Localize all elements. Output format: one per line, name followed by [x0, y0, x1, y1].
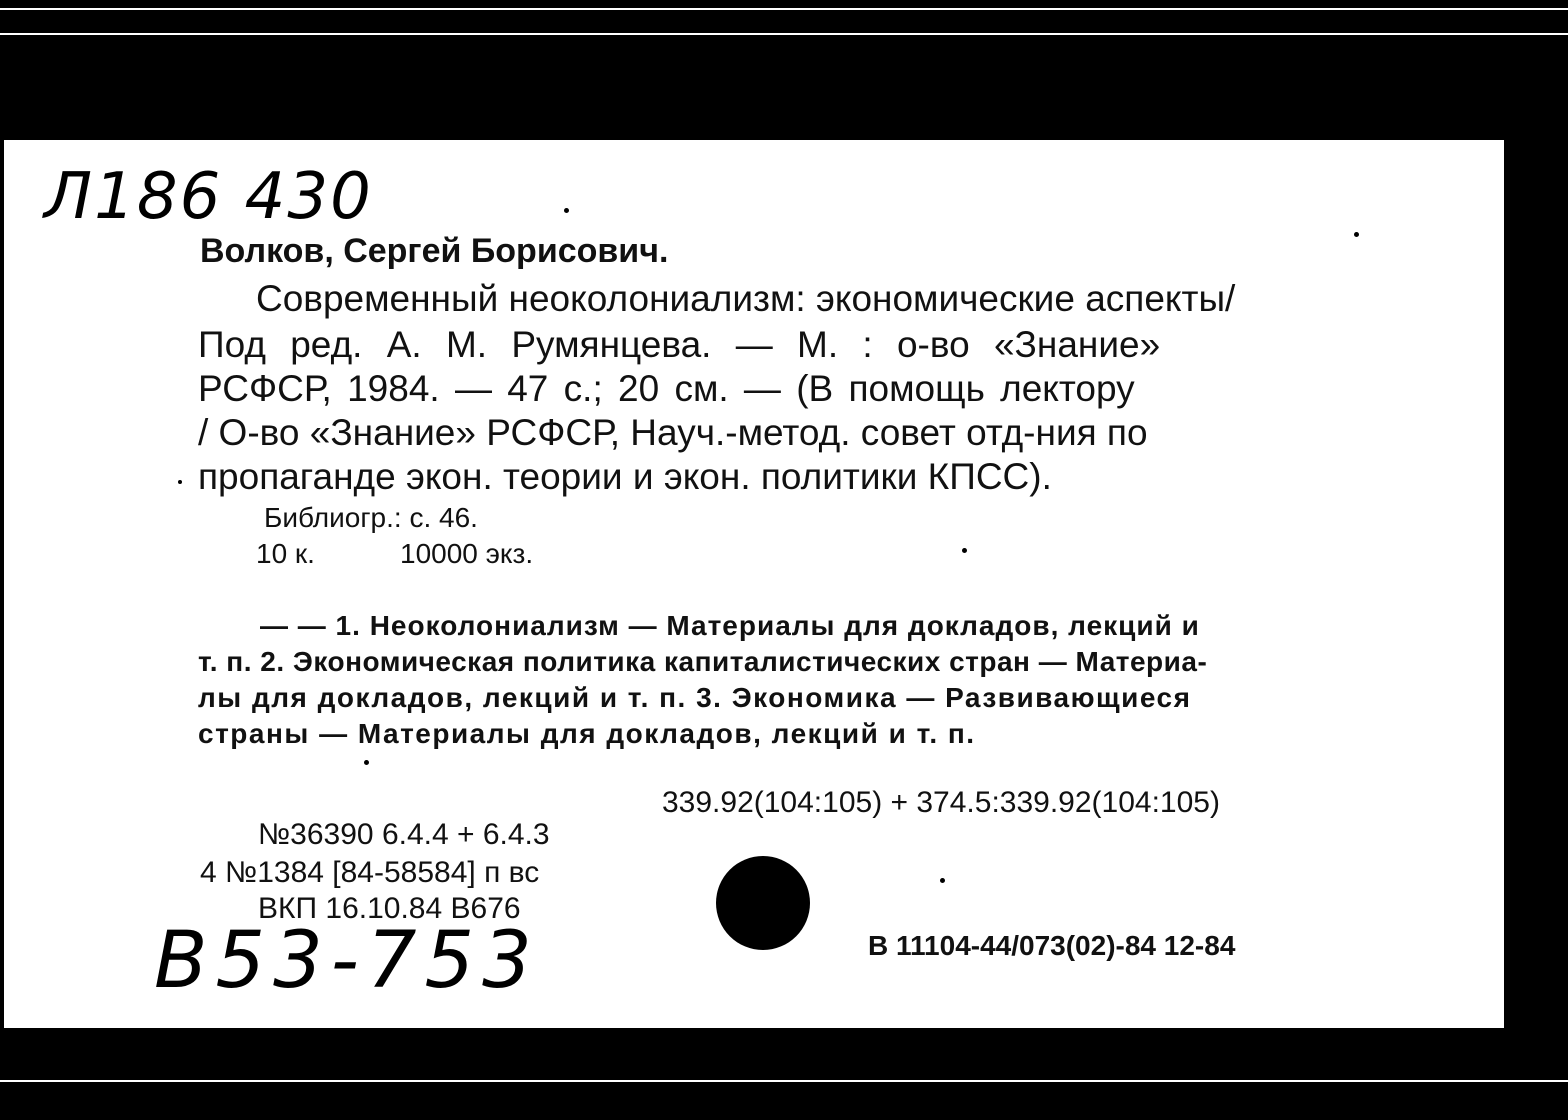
speck: [962, 548, 967, 553]
speck: [178, 480, 182, 484]
description-line: Под ред. А. М. Румянцева. — М. : о-во «Знание»: [198, 324, 1161, 365]
description-line: РСФСР, 1984. — 47 с.; 20 см. — (В помощь лектору: [198, 368, 1135, 409]
subject-line: — — 1. Неоколониализм — Материалы для докладов, лекций и: [260, 610, 1200, 641]
top-rule-1: [0, 8, 1568, 10]
speck: [564, 208, 569, 213]
description-line: Современный неоколониализм: экономические аспекты/: [256, 278, 1236, 319]
processing-code: №36390 6.4.4 + 6.4.3: [258, 818, 550, 851]
punched-hole: [716, 856, 810, 950]
processing-code: 4 №1384 [84-58584] п вс: [200, 856, 540, 889]
description-line: пропаганде экон. теории и экон. политики КПСС).: [198, 456, 1052, 497]
subject-line: лы для докладов, лекций и т. п. 3. Экономика — Развивающиеся: [198, 682, 1192, 713]
bibliography-note: Библиогр.: с. 46.: [264, 502, 478, 533]
shelf-number: В53-753: [154, 916, 540, 1006]
processing-code: ВКП 16.10.84 В676: [258, 892, 521, 925]
catalog-code: В 11104-44/073(02)-84 12-84: [868, 930, 1236, 961]
speck: [364, 760, 369, 765]
copies-note: 10000 экз.: [400, 538, 534, 569]
speck: [1354, 232, 1359, 237]
price-note: 10 к.: [256, 538, 315, 569]
speck: [940, 878, 945, 883]
description-line: / О-во «Знание» РСФСР, Науч.-метод. совет отд-ния по: [198, 412, 1148, 453]
subject-line: страны — Материалы для докладов, лекций и т. п.: [198, 718, 976, 749]
inventory-number: Л186 430: [44, 160, 373, 234]
bottom-rule: [0, 1080, 1568, 1082]
top-rule-2: [0, 33, 1568, 35]
catalog-card: [4, 140, 1504, 1028]
author-heading: Волков, Сергей Борисович.: [200, 232, 669, 270]
classification-index: 339.92(104:105) + 374.5:339.92(104:105): [662, 786, 1220, 819]
subject-line: т. п. 2. Экономическая политика капиталистических стран — Материа-: [198, 646, 1208, 677]
